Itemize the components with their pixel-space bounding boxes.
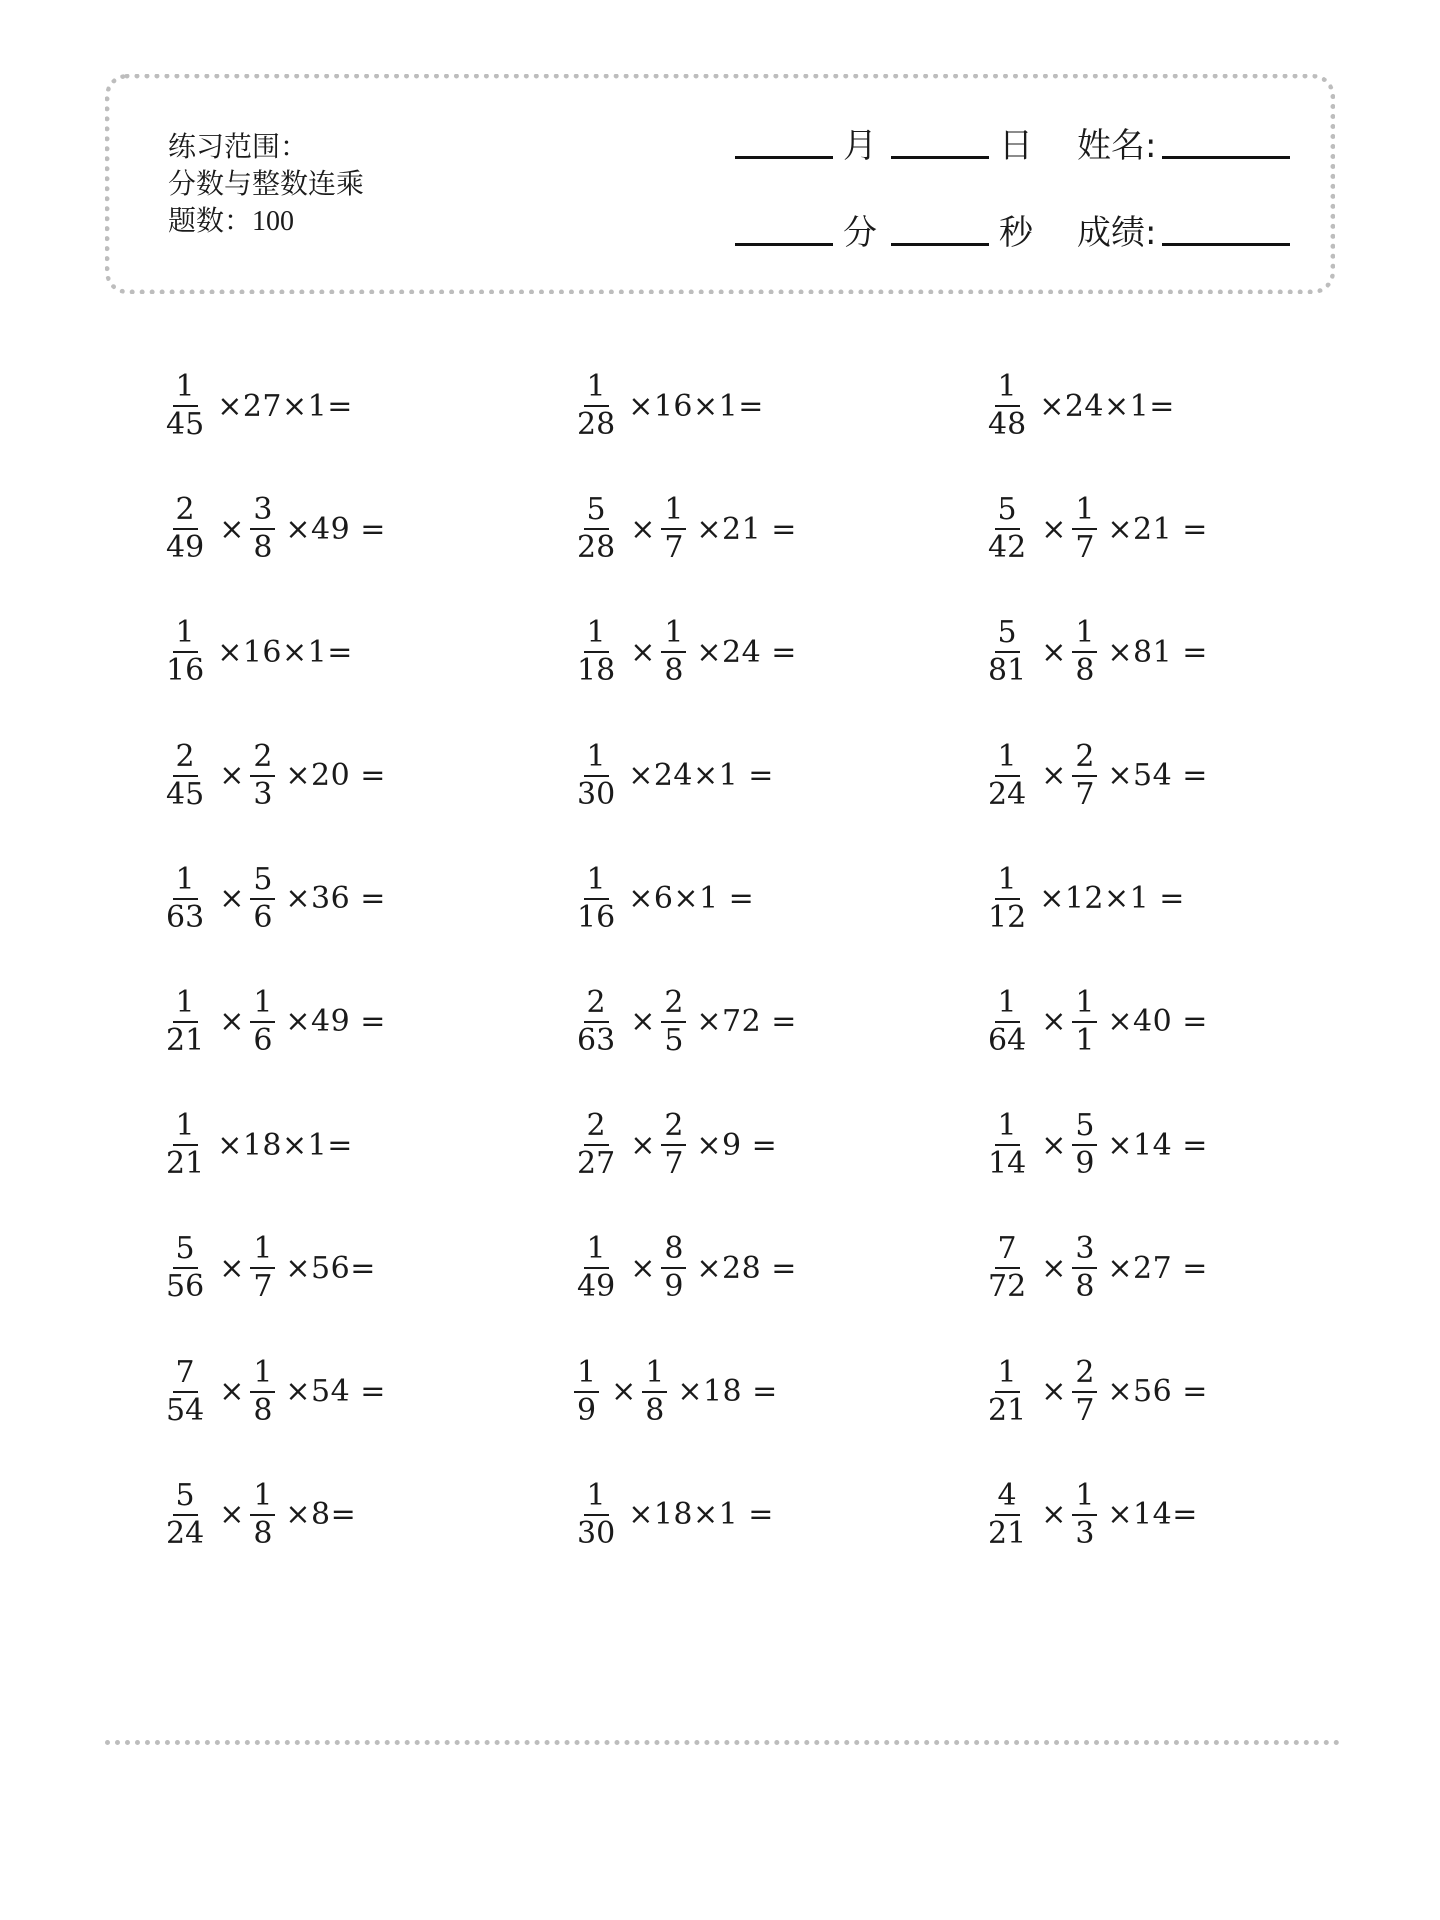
fraction	[985, 985, 1029, 1059]
expression-tail: ×8=	[285, 1497, 357, 1533]
multiply-sign: ×	[1041, 1250, 1067, 1286]
numerator: 1	[1072, 615, 1097, 653]
expression-tail: ×12×1 =	[1039, 881, 1185, 917]
denominator: 21	[988, 1392, 1027, 1428]
denominator: 7	[1075, 776, 1095, 812]
fraction	[574, 369, 618, 443]
score-label: 成绩:	[1077, 213, 1157, 253]
numerator: 2	[250, 739, 275, 777]
problem-grid	[163, 365, 1403, 1597]
multiply-sign: ×	[219, 881, 245, 917]
problem-item	[163, 611, 574, 693]
denominator: 49	[166, 530, 205, 566]
minute-blank[interactable]	[735, 213, 833, 246]
fraction	[1072, 1108, 1097, 1182]
time-score-row	[735, 205, 1290, 254]
multiply-sign: ×	[219, 1497, 245, 1533]
expression-tail: ×54 =	[285, 1374, 386, 1409]
numerator: 1	[250, 1355, 275, 1393]
denominator: 5	[664, 1022, 684, 1058]
numerator: 1	[250, 1478, 275, 1516]
numerator: 5	[173, 1478, 198, 1516]
range-label: 练习范围：	[168, 130, 309, 163]
denominator: 8	[1075, 1269, 1095, 1305]
numerator: 5	[584, 492, 609, 530]
numerator: 1	[995, 862, 1020, 900]
problem-item	[163, 365, 574, 447]
denominator: 6	[253, 899, 273, 935]
multiply-sign: ×	[1041, 511, 1067, 547]
numerator: 8	[661, 1231, 686, 1269]
denominator: 63	[577, 1022, 616, 1058]
denominator: 64	[988, 1022, 1027, 1058]
denominator: 9	[1075, 1146, 1095, 1182]
problem-item	[574, 981, 985, 1063]
numerator: 2	[584, 985, 609, 1023]
numerator: 7	[173, 1355, 198, 1393]
multiply-sign: ×	[1041, 1497, 1067, 1533]
fraction	[661, 615, 686, 689]
fraction	[163, 1355, 207, 1429]
fraction	[985, 369, 1029, 443]
expression-tail: ×40 =	[1107, 1004, 1208, 1040]
fraction	[985, 1231, 1029, 1305]
multiply-sign: ×	[219, 1250, 245, 1286]
denominator: 8	[253, 1392, 273, 1428]
denominator: 16	[166, 653, 205, 689]
denominator: 8	[253, 1515, 273, 1551]
problem-item	[985, 365, 1396, 447]
expression-tail: ×6×1 =	[628, 881, 755, 917]
expression-tail: ×49 =	[285, 1004, 386, 1040]
fraction	[163, 1108, 207, 1182]
denominator: 28	[577, 530, 616, 566]
numerator: 7	[995, 1231, 1020, 1269]
problem-item	[985, 858, 1396, 940]
problem-item	[163, 981, 574, 1063]
second-label: 秒	[999, 213, 1033, 253]
problem-item	[985, 488, 1396, 570]
numerator: 1	[584, 1478, 609, 1516]
problem-item	[163, 1351, 574, 1433]
denominator: 7	[1075, 530, 1095, 566]
multiply-sign: ×	[1041, 758, 1067, 794]
numerator: 1	[574, 1355, 599, 1393]
footer-divider	[105, 1740, 1340, 1745]
numerator: 1	[995, 1108, 1020, 1146]
fraction	[250, 1231, 275, 1305]
day-blank[interactable]	[891, 126, 989, 159]
fraction	[163, 739, 207, 813]
multiply-sign: ×	[219, 1004, 245, 1040]
fraction	[1072, 615, 1097, 689]
day-label: 日	[999, 126, 1033, 166]
count-label: 题数：	[168, 204, 253, 237]
denominator: 7	[253, 1269, 273, 1305]
fraction	[1072, 1231, 1097, 1305]
denominator: 9	[577, 1392, 597, 1428]
numerator: 1	[173, 985, 198, 1023]
fraction	[163, 1231, 207, 1305]
numerator: 1	[584, 369, 609, 407]
fraction	[642, 1355, 667, 1429]
denominator: 18	[577, 653, 616, 689]
expression-tail: ×18×1 =	[628, 1497, 774, 1533]
fraction	[985, 1478, 1029, 1552]
topic-label: 分数与整数连乘	[168, 167, 365, 200]
expression-tail: ×27×1=	[217, 388, 353, 424]
problem-item	[574, 1351, 985, 1433]
denominator: 3	[1075, 1515, 1095, 1551]
fraction	[163, 1478, 207, 1552]
fraction	[250, 862, 275, 936]
expression-tail: ×72 =	[696, 1004, 797, 1040]
problem-item	[574, 488, 985, 570]
numerator: 2	[661, 1108, 686, 1146]
denominator: 21	[988, 1515, 1027, 1551]
fraction	[661, 1231, 686, 1305]
fraction	[250, 492, 275, 566]
expression-tail: ×21 =	[1107, 511, 1208, 547]
denominator: 16	[577, 899, 616, 935]
numerator: 1	[1072, 1478, 1097, 1516]
fraction	[163, 615, 207, 689]
expression-tail: ×14=	[1107, 1497, 1198, 1533]
score-blank[interactable]	[1162, 213, 1290, 246]
denominator: 8	[664, 653, 684, 689]
denominator: 12	[988, 899, 1027, 935]
numerator: 1	[995, 739, 1020, 777]
problem-item	[163, 1104, 574, 1186]
problem-item	[985, 1351, 1396, 1433]
multiply-sign: ×	[1041, 634, 1067, 670]
problem-item	[985, 1474, 1396, 1556]
expression-tail: ×27 =	[1107, 1250, 1208, 1286]
fraction	[985, 1108, 1029, 1182]
multiply-sign: ×	[630, 634, 656, 670]
fraction	[1072, 985, 1097, 1059]
multiply-sign: ×	[611, 1374, 637, 1409]
problem-item	[985, 735, 1396, 817]
denominator: 8	[645, 1392, 665, 1428]
multiply-sign: ×	[630, 1250, 656, 1286]
numerator: 5	[995, 492, 1020, 530]
problem-item	[985, 611, 1396, 693]
numerator: 1	[661, 492, 686, 530]
denominator: 24	[988, 776, 1027, 812]
expression-tail: ×14 =	[1107, 1127, 1208, 1163]
numerator: 1	[642, 1355, 667, 1393]
numerator: 3	[1072, 1231, 1097, 1269]
numerator: 3	[250, 492, 275, 530]
numerator: 1	[584, 1231, 609, 1269]
numerator: 2	[173, 739, 198, 777]
denominator: 21	[166, 1146, 205, 1182]
denominator: 48	[988, 407, 1027, 442]
denominator: 7	[664, 530, 684, 566]
fraction	[163, 862, 207, 936]
expression-tail: ×18×1=	[217, 1127, 353, 1163]
denominator: 1	[1075, 1022, 1095, 1058]
multiply-sign: ×	[630, 511, 656, 547]
numerator: 1	[661, 615, 686, 653]
fraction	[574, 1231, 618, 1305]
problem-item	[163, 488, 574, 570]
denominator: 49	[577, 1269, 616, 1305]
fraction	[574, 1108, 618, 1182]
numerator: 2	[661, 985, 686, 1023]
numerator: 1	[250, 1231, 275, 1269]
expression-tail: ×81 =	[1107, 634, 1208, 670]
multiply-sign: ×	[219, 758, 245, 794]
problem-item	[163, 735, 574, 817]
second-blank[interactable]	[891, 213, 989, 246]
fraction	[574, 1355, 599, 1429]
numerator: 1	[173, 369, 198, 407]
fraction	[985, 492, 1029, 566]
problem-item	[574, 1474, 985, 1556]
fraction	[163, 492, 207, 566]
denominator: 45	[166, 407, 205, 442]
worksheet-info	[168, 128, 364, 240]
fraction	[574, 985, 618, 1059]
numerator: 1	[995, 985, 1020, 1023]
denominator: 9	[664, 1269, 684, 1305]
denominator: 30	[577, 776, 616, 812]
fraction	[661, 492, 686, 566]
fraction	[250, 1478, 275, 1552]
problem-item	[574, 735, 985, 817]
denominator: 21	[166, 1022, 205, 1058]
numerator: 1	[173, 862, 198, 900]
denominator: 81	[988, 653, 1027, 689]
denominator: 28	[577, 407, 616, 442]
problem-item	[985, 981, 1396, 1063]
denominator: 8	[253, 530, 273, 566]
month-blank[interactable]	[735, 126, 833, 159]
expression-tail: ×28 =	[696, 1250, 797, 1286]
expression-tail: ×24 =	[696, 634, 797, 670]
problem-item	[574, 1227, 985, 1309]
multiply-sign: ×	[1041, 1374, 1067, 1409]
expression-tail: ×54 =	[1107, 758, 1208, 794]
denominator: 3	[253, 776, 273, 812]
numerator: 1	[173, 615, 198, 653]
multiply-sign: ×	[1041, 1004, 1067, 1040]
fraction	[574, 862, 618, 936]
minute-label: 分	[843, 213, 877, 253]
denominator: 30	[577, 1515, 616, 1551]
denominator: 7	[1075, 1392, 1095, 1428]
fraction	[1072, 739, 1097, 813]
expression-tail: ×56=	[285, 1250, 376, 1286]
problem-item	[163, 858, 574, 940]
fraction	[1072, 1355, 1097, 1429]
multiply-sign: ×	[630, 1004, 656, 1040]
expression-tail: ×20 =	[285, 758, 386, 794]
expression-tail: ×16×1=	[217, 634, 353, 670]
numerator: 1	[995, 369, 1020, 407]
expression-tail: ×18 =	[677, 1374, 778, 1409]
denominator: 24	[166, 1515, 205, 1551]
denominator: 6	[253, 1022, 273, 1058]
fraction	[163, 985, 207, 1059]
fraction	[1072, 1478, 1097, 1552]
denominator: 7	[664, 1146, 684, 1182]
expression-tail: ×9 =	[696, 1127, 778, 1163]
numerator: 5	[173, 1231, 198, 1269]
denominator: 8	[1075, 653, 1095, 689]
fraction	[985, 862, 1029, 936]
numerator: 1	[584, 739, 609, 777]
count-line	[168, 202, 364, 240]
expression-tail: ×56 =	[1107, 1374, 1208, 1409]
denominator: 42	[988, 530, 1027, 566]
numerator: 2	[1072, 1355, 1097, 1393]
numerator: 2	[1072, 739, 1097, 777]
fraction	[985, 615, 1029, 689]
expression-tail: ×24×1=	[1039, 388, 1175, 424]
numerator: 2	[173, 492, 198, 530]
problem-item	[985, 1227, 1396, 1309]
numerator: 1	[584, 615, 609, 653]
fraction	[985, 739, 1029, 813]
fraction	[250, 1355, 275, 1429]
fraction	[574, 1478, 618, 1552]
numerator: 5	[250, 862, 275, 900]
expression-tail: ×49 =	[285, 511, 386, 547]
multiply-sign: ×	[219, 1374, 245, 1409]
multiply-sign: ×	[630, 1127, 656, 1163]
date-name-row	[735, 118, 1290, 167]
fraction	[574, 739, 618, 813]
denominator: 45	[166, 776, 205, 812]
fraction	[985, 1355, 1029, 1429]
denominator: 14	[988, 1146, 1027, 1182]
numerator: 2	[584, 1108, 609, 1146]
expression-tail: ×16×1=	[628, 388, 764, 424]
numerator: 1	[250, 985, 275, 1023]
numerator: 1	[995, 1355, 1020, 1393]
numerator: 1	[584, 862, 609, 900]
fraction	[250, 985, 275, 1059]
fraction	[1072, 492, 1097, 566]
multiply-sign: ×	[219, 511, 245, 547]
count-value: 100	[252, 206, 295, 237]
numerator: 1	[1072, 985, 1097, 1023]
expression-tail: ×36 =	[285, 881, 386, 917]
multiply-sign: ×	[1041, 1127, 1067, 1163]
denominator: 56	[166, 1269, 205, 1305]
problem-item	[574, 365, 985, 447]
fraction	[250, 739, 275, 813]
problem-item	[985, 1104, 1396, 1186]
problem-item	[574, 611, 985, 693]
problem-item	[163, 1474, 574, 1556]
numerator: 5	[1072, 1108, 1097, 1146]
numerator: 4	[995, 1478, 1020, 1516]
numerator: 1	[173, 1108, 198, 1146]
denominator: 27	[577, 1146, 616, 1182]
numerator: 1	[1072, 492, 1097, 530]
fraction	[163, 369, 207, 443]
expression-tail: ×24×1 =	[628, 758, 774, 794]
name-blank[interactable]	[1162, 126, 1290, 159]
fraction	[661, 985, 686, 1059]
numerator: 5	[995, 615, 1020, 653]
fraction	[574, 615, 618, 689]
denominator: 72	[988, 1269, 1027, 1305]
problem-item	[574, 1104, 985, 1186]
fraction	[661, 1108, 686, 1182]
month-label: 月	[843, 126, 877, 166]
fraction	[574, 492, 618, 566]
denominator: 63	[166, 899, 205, 935]
problem-item	[163, 1227, 574, 1309]
expression-tail: ×21 =	[696, 511, 797, 547]
problem-item	[574, 858, 985, 940]
denominator: 54	[166, 1392, 205, 1428]
name-label: 姓名:	[1077, 126, 1157, 166]
